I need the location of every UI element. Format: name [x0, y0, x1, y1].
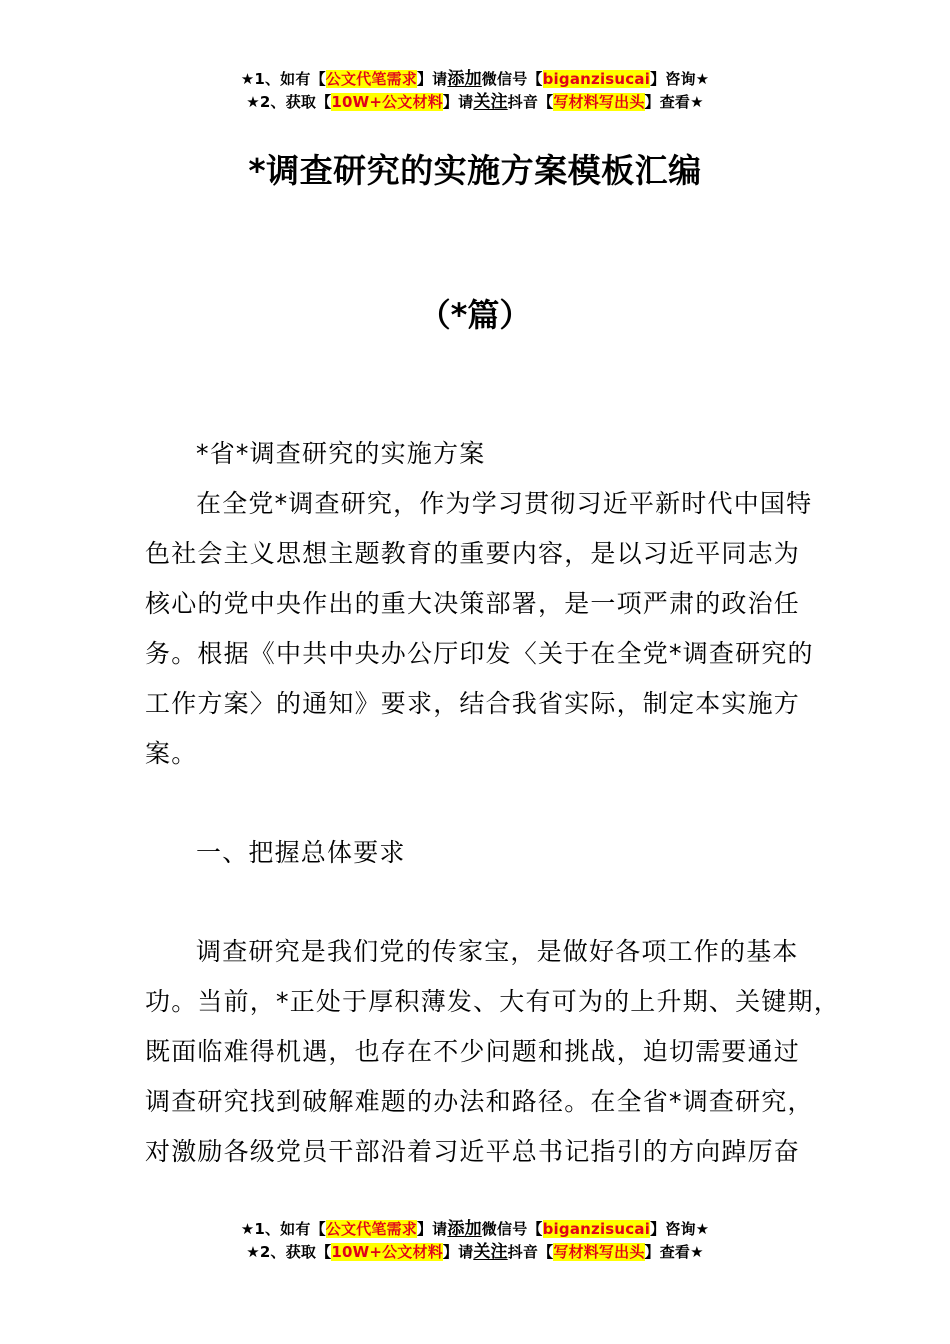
paragraph-line: 调查研究是我们党的传家宝，是做好各项工作的基本 — [196, 937, 799, 966]
document-title: *调查研究的实施方案模板汇编 — [248, 151, 702, 190]
paragraph-line: 务。根据《中共中央办公厅印发〈关于在全党*调查研究的 — [145, 639, 814, 668]
paragraph-line: 色社会主义思想主题教育的重要内容，是以习近平同志为 — [145, 539, 801, 568]
bottom-banner — [0, 1218, 950, 1264]
document-subtitle: （*篇） — [418, 296, 532, 334]
highlight-wechat-id: biganzisucai — [542, 1220, 651, 1238]
section-title: *省*调查研究的实施方案 — [196, 439, 486, 468]
highlight-douyin-id: 写材料写出头 — [553, 93, 645, 111]
paragraph-line: 既面临难得机遇，也存在不少问题和挑战，迫切需要通过 — [145, 1037, 801, 1066]
highlight-materials: 10W+公文材料 — [331, 1243, 443, 1261]
paragraph-line: 调查研究找到破解难题的办法和路径。在全省*调查研究， — [145, 1087, 814, 1116]
top-banner — [0, 68, 950, 114]
highlight-materials: 10W+公文材料 — [331, 93, 443, 111]
highlight-wechat-id: biganzisucai — [542, 70, 651, 88]
paragraph-line: 对激励各级党员干部沿着习近平总书记指引的方向踔厉奋 — [145, 1137, 801, 1166]
banner-line-1: ★1、如有【公文代笔需求】请添加微信号【biganzisucai】咨询★ — [240, 69, 710, 89]
paragraph-line: 功。当前，*正处于厚积薄发、大有可为的上升期、关键期， — [145, 987, 840, 1016]
heading-1: 一、把握总体要求 — [196, 838, 406, 867]
banner-line-2: ★2、获取【10W+公文材料】请关注抖音【写材料写出头】查看★ — [246, 92, 704, 112]
paragraph-line: 核心的党中央作出的重大决策部署，是一项严肃的政治任 — [145, 589, 801, 618]
highlight-ghostwriting: 公文代笔需求 — [325, 70, 417, 88]
paragraph-line: 工作方案〉的通知》要求，结合我省实际，制定本实施方 — [145, 689, 801, 718]
highlight-ghostwriting: 公文代笔需求 — [325, 1220, 417, 1238]
highlight-douyin-id: 写材料写出头 — [553, 1243, 645, 1261]
paragraph-line: 案。 — [145, 739, 198, 768]
banner-line-2: ★2、获取【10W+公文材料】请关注抖音【写材料写出头】查看★ — [246, 1242, 704, 1262]
banner-line-1: ★1、如有【公文代笔需求】请添加微信号【biganzisucai】咨询★ — [240, 1219, 710, 1239]
paragraph-line: 在全党*调查研究，作为学习贯彻习近平新时代中国特 — [196, 489, 813, 518]
